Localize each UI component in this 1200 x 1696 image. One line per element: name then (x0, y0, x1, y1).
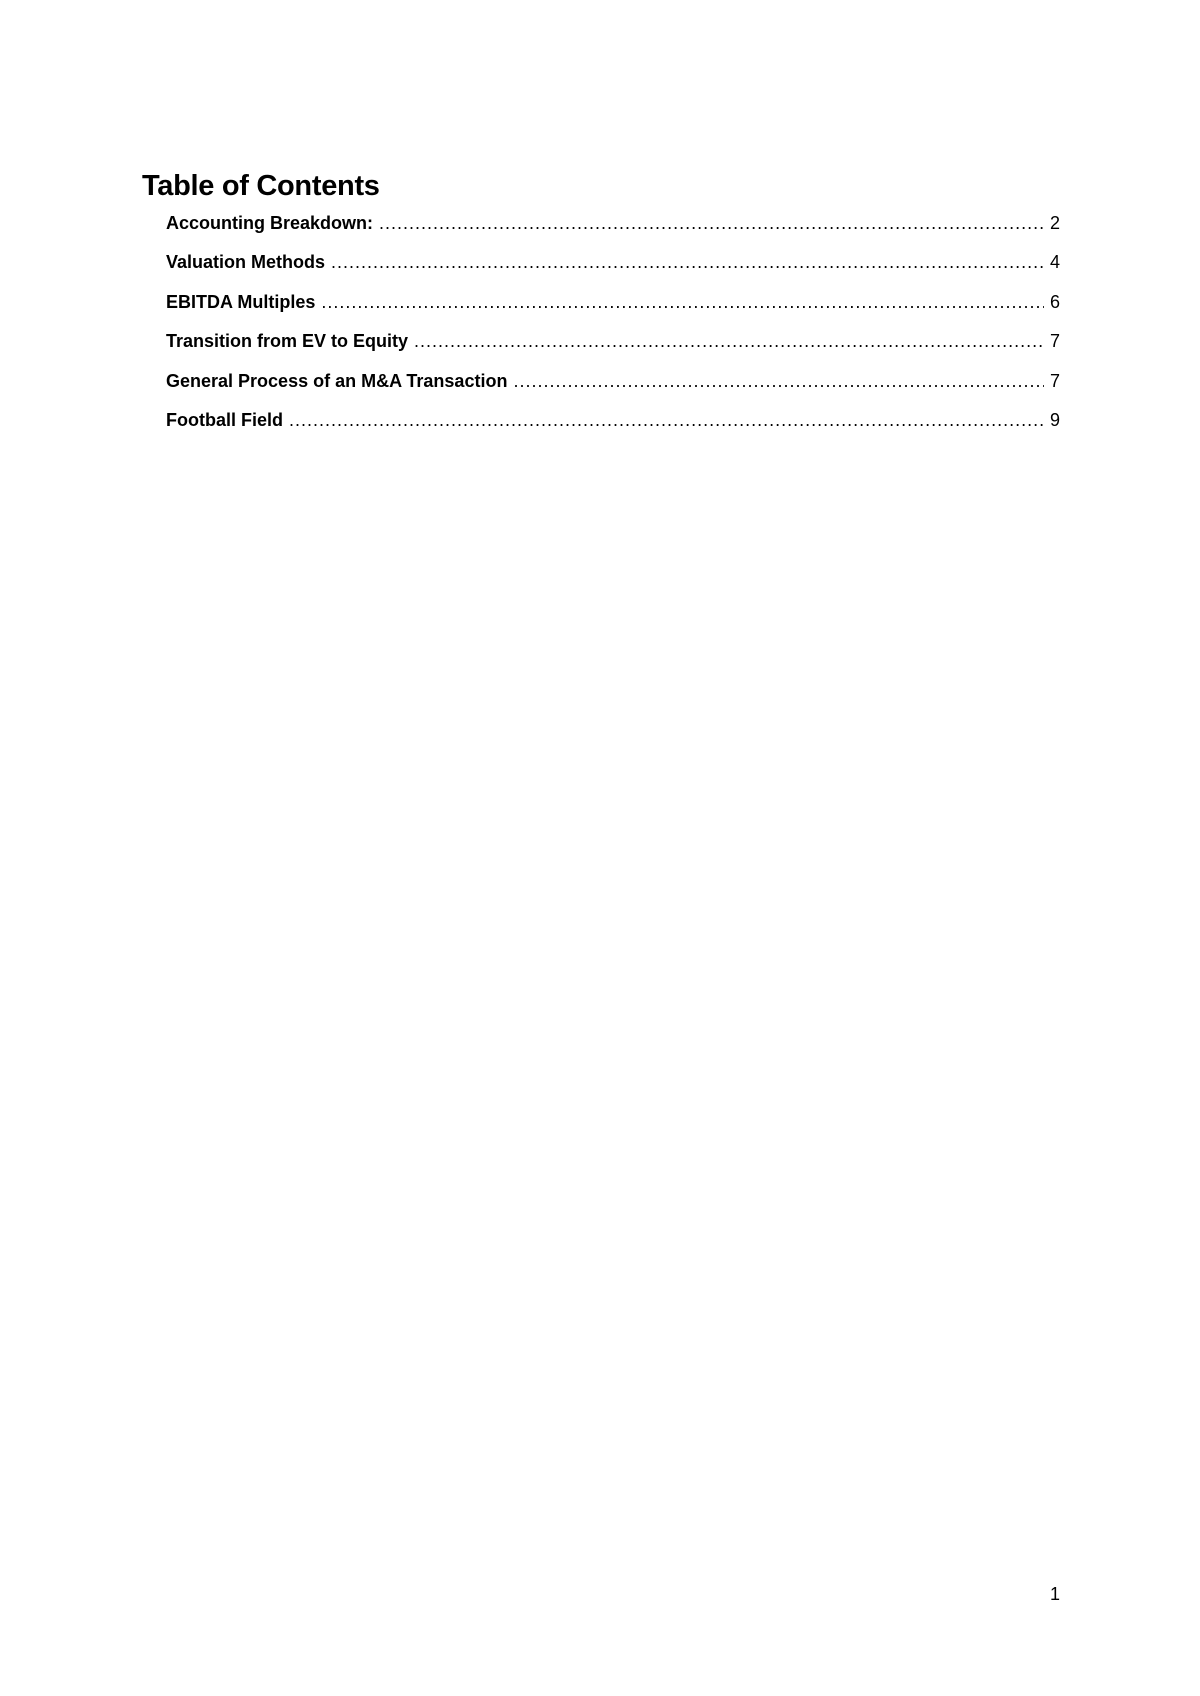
toc-entry-page: 7 (1049, 331, 1060, 352)
toc-entry-title: Transition from EV to Equity (166, 331, 409, 352)
page-number: 1 (1049, 1584, 1060, 1604)
toc-entry[interactable] (166, 368, 1060, 407)
toc-entry-title: Football Field (166, 409, 283, 430)
toc-entry-title: General Process of an M&A Transaction (166, 370, 508, 391)
toc-dot-leader (331, 249, 1044, 275)
toc-entry-page: 4 (1049, 252, 1060, 273)
toc-entry[interactable] (166, 328, 1060, 367)
toc-dot-leader (414, 328, 1044, 354)
toc-dot-leader (289, 407, 1044, 433)
toc-entry-page: 2 (1049, 213, 1060, 233)
toc-entry-page: 9 (1049, 409, 1060, 430)
toc-dot-leader (321, 289, 1044, 315)
toc-entry-title: Accounting Breakdown: (166, 213, 374, 233)
toc-entry[interactable] (166, 249, 1060, 288)
toc-entry[interactable] (166, 407, 1060, 446)
toc-dot-leader (379, 210, 1044, 236)
toc-entry-page: 6 (1049, 291, 1060, 312)
toc-heading: Table of Contents (142, 170, 380, 202)
toc-entry-page: 7 (1049, 370, 1060, 391)
toc-entry[interactable] (166, 210, 1060, 249)
toc-dot-leader (513, 368, 1044, 394)
toc-entry-title: EBITDA Multiples (166, 291, 316, 312)
toc-entry-title: Valuation Methods (166, 252, 326, 273)
toc-entry[interactable] (166, 289, 1060, 328)
toc-list (166, 210, 1060, 446)
